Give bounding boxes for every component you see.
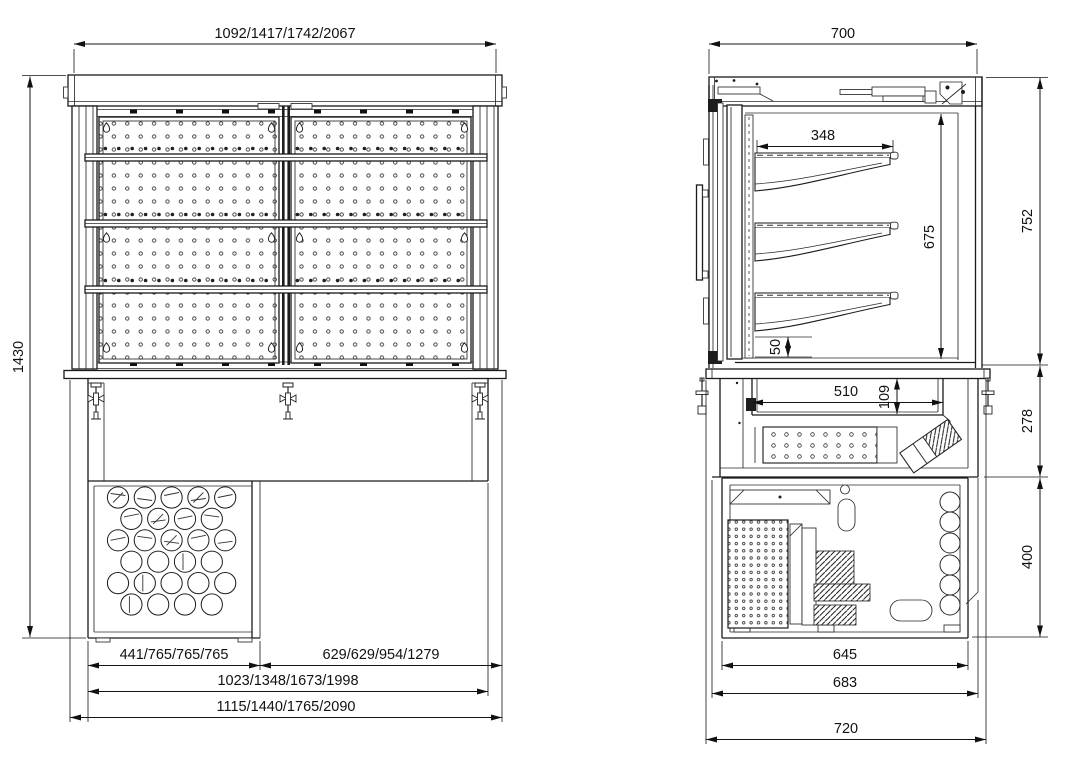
side-pipe-oval [838,499,855,531]
dim-side-top-depth: 700 [830,26,856,42]
coil-circles [940,492,960,615]
condenser-grille [728,520,788,628]
ventilation-grille-holes [107,487,235,615]
dim-side-well-depth: 109 [877,384,893,410]
dim-front-top-width: 1092/1417/1742/2067 [214,26,356,42]
dim-side-base-inner: 645 [832,647,858,663]
dim-side-base-overall: 720 [833,721,859,737]
side-machinery-compartment [722,478,978,638]
dim-front-inner-width: 1023/1348/1673/1998 [217,673,359,689]
dim-side-base-height: 400 [1020,544,1036,570]
compressor-hatched [814,551,870,625]
door-handle [697,185,703,280]
side-view [696,26,1048,744]
dim-side-base-mid: 683 [832,675,858,691]
front-view [11,26,507,722]
side-angled-fan-unit [900,420,961,473]
side-canopy [709,77,982,106]
drain-hole [841,485,850,494]
front-canopy [64,75,507,106]
dim-side-interior-height: 675 [922,224,938,250]
dim-side-display-height: 752 [1020,208,1036,234]
side-shelf-upright [745,115,753,358]
dim-side-well-width: 510 [833,384,859,400]
side-shelves [755,152,898,331]
dim-side-counter-height: 278 [1020,408,1036,434]
dim-front-machine-width: 441/765/765/765 [119,647,229,663]
dim-side-shelf-depth: 348 [810,128,836,144]
dim-front-height: 1430 [11,340,27,374]
side-pipe-oval-horizontal [890,600,932,621]
front-counter-lip [64,371,506,379]
side-counter-lip [706,369,990,379]
dim-side-rail-gap: 50 [768,338,784,356]
dim-front-overall-width: 1115/1440/1765/2090 [216,699,356,715]
adjustable-feet [88,383,488,419]
side-glass-door [697,85,743,368]
dim-front-open-width: 629/629/954/1279 [322,647,440,663]
side-perforated-tray [763,427,877,463]
front-center-divider [282,106,290,365]
front-machine-compartment [88,481,260,642]
